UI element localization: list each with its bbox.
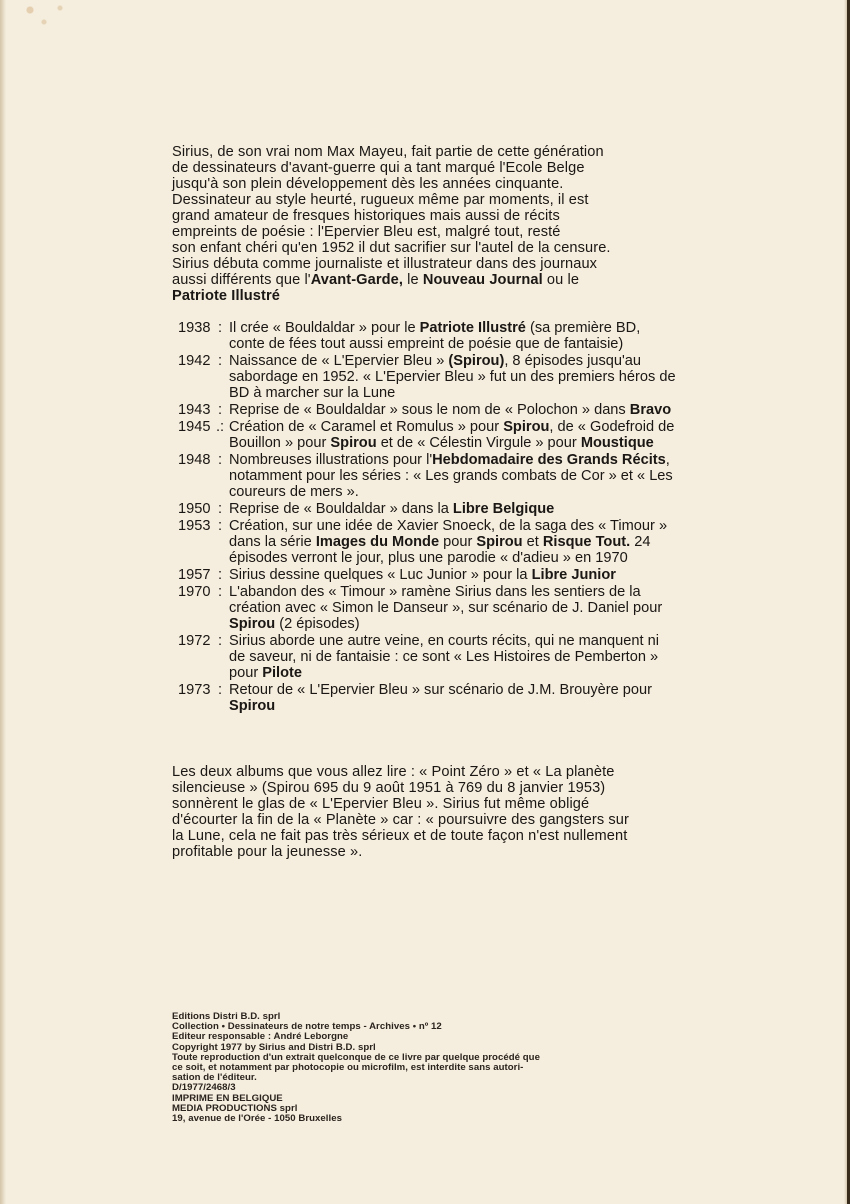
timeline-entry bbox=[178, 633, 678, 681]
colophon-line: MEDIA PRODUCTIONS sprl bbox=[172, 1102, 298, 1114]
timeline-description bbox=[226, 633, 678, 681]
publication-name: Libre Junior bbox=[531, 567, 616, 583]
timeline-list bbox=[178, 320, 678, 715]
text-run: Sirius dessine quelques « Luc Junior » pour la bbox=[229, 567, 532, 583]
text-line: de dessinateurs d'avant-guerre qui a tant marqué l'Ecole Belge bbox=[172, 160, 585, 176]
timeline-description bbox=[226, 567, 678, 583]
text-run: pour bbox=[439, 534, 477, 550]
text-run: Naissance de « L'Epervier Bleu » bbox=[229, 353, 449, 369]
timeline-description bbox=[226, 501, 678, 517]
text-run: Reprise de « Bouldaldar » sous le nom de « Polochon » dans bbox=[229, 402, 630, 418]
timeline-entry bbox=[178, 501, 678, 517]
timeline-year: 1942 bbox=[178, 353, 211, 369]
text-line: profitable pour la jeunesse ». bbox=[172, 844, 363, 860]
publication-name: Libre Belgique bbox=[452, 501, 555, 517]
publication-name: Images du Monde bbox=[315, 534, 440, 550]
publication-name: Risque Tout. bbox=[542, 534, 631, 550]
timeline-entry bbox=[178, 320, 678, 352]
colophon-line: Copyright 1977 by Sirius and Distri B.D. sprl bbox=[172, 1041, 376, 1053]
timeline-year: 1943 bbox=[178, 402, 211, 418]
colophon bbox=[172, 1012, 592, 1124]
timeline-year: 1972 bbox=[178, 633, 211, 649]
text-run: Création, sur une idée de Xavier Snoeck, de la saga des « Timour » dans la série bbox=[229, 518, 668, 550]
timeline-entry bbox=[178, 452, 678, 500]
colophon-line: 19, avenue de l'Orée - 1050 Bruxelles bbox=[172, 1113, 342, 1125]
colophon-line: ce soit, et notamment par photocopie ou microfilm, est interdite sans autori- bbox=[172, 1062, 524, 1074]
journal-name: Avant-Garde, bbox=[310, 272, 403, 288]
text-run: , notamment pour les séries : « Les grands combats de Cor » et « Les coureurs de mers ». bbox=[229, 452, 673, 500]
timeline-separator: : bbox=[217, 501, 223, 517]
text-run: 24 épisodes verront le jour, plus une parodie « d'adieu » en 1970 bbox=[229, 534, 651, 566]
timeline-separator: : bbox=[217, 353, 223, 369]
publication-name: (Spirou) bbox=[448, 353, 505, 369]
timeline-year: 1973 bbox=[178, 682, 211, 698]
text-line: Les deux albums que vous allez lire : « Point Zéro » et « La planète bbox=[172, 764, 615, 780]
text-line: grand amateur de fresques historiques mais aussi de récits bbox=[172, 208, 560, 224]
timeline-description bbox=[226, 452, 678, 500]
timeline-separator: : bbox=[217, 518, 223, 534]
text-run: Sirius aborde une autre veine, en courts récits, qui ne manquent ni de saveur, ni de fantaisie : ce sont « Les Histoires de Pemberton » pour bbox=[229, 633, 659, 681]
timeline-year: 1948 bbox=[178, 452, 211, 468]
publication-name: Spirou bbox=[330, 435, 377, 451]
closing-paragraph bbox=[172, 764, 672, 860]
text-run: Nombreuses illustrations pour l' bbox=[229, 452, 433, 468]
text-line: sonnèrent le glas de « L'Epervier Bleu ». Sirius fut même obligé bbox=[172, 796, 590, 812]
intro-paragraph-3 bbox=[172, 256, 672, 304]
colophon-line: IMPRIME EN BELGIQUE bbox=[172, 1092, 283, 1104]
timeline-description bbox=[226, 353, 678, 401]
text-line: Sirius débuta comme journaliste et illustrateur dans des journaux bbox=[172, 256, 598, 272]
timeline-description bbox=[226, 402, 678, 418]
timeline-entry bbox=[178, 567, 678, 583]
text-run: L'abandon des « Timour » ramène Sirius dans les sentiers de la création avec « Simon le Danseur », sur scénario de J. Daniel pour bbox=[229, 584, 663, 616]
text-run: , de « Godefroid de Bouillon » pour bbox=[229, 419, 675, 451]
colophon-line: D/1977/2468/3 bbox=[172, 1082, 236, 1094]
journal-name: Nouveau Journal bbox=[422, 272, 543, 288]
timeline-entry bbox=[178, 353, 678, 401]
timeline-year: 1953 bbox=[178, 518, 211, 534]
text-run: Retour de « L'Epervier Bleu » sur scénario de J.M. Brouyère pour bbox=[229, 682, 652, 698]
timeline-description bbox=[226, 419, 678, 451]
timeline-separator: : bbox=[217, 682, 223, 698]
text-run: (sa première BD, conte de fées tout aussi empreint de poésie que de fantaisie) bbox=[229, 320, 641, 352]
text-run: Il crée « Bouldaldar » pour le bbox=[229, 320, 420, 336]
text-run: Reprise de « Bouldaldar » dans la bbox=[229, 501, 453, 517]
text-run: le bbox=[402, 272, 423, 288]
text-line bbox=[172, 288, 672, 304]
intro-paragraph-2 bbox=[172, 192, 672, 256]
journal-name: Patriote Illustré bbox=[172, 288, 280, 304]
intro-paragraph-1 bbox=[172, 144, 672, 192]
text-run: , 8 épisodes jusqu'au sabordage en 1952. « L'Epervier Bleu » fut un des premiers héros de BD à marcher sur la Lune bbox=[229, 353, 676, 401]
timeline-year: 1950 bbox=[178, 501, 211, 517]
timeline-separator: : bbox=[217, 584, 223, 600]
timeline-separator: .: bbox=[215, 419, 225, 435]
timeline-entry bbox=[178, 419, 678, 451]
timeline-year: 1938 bbox=[178, 320, 211, 336]
publication-name: Patriote Illustré bbox=[419, 320, 526, 336]
timeline-separator: : bbox=[217, 633, 223, 649]
publication-name: Moustique bbox=[580, 435, 654, 451]
text-line: Sirius, de son vrai nom Max Mayeu, fait partie de cette génération bbox=[172, 144, 604, 160]
timeline-entry bbox=[178, 518, 678, 566]
colophon-line: Editions Distri B.D. sprl bbox=[172, 1011, 281, 1022]
colophon-line: Editeur responsable : André Leborgne bbox=[172, 1031, 349, 1043]
timeline-year: 1957 bbox=[178, 567, 211, 583]
text-line bbox=[172, 272, 672, 288]
text-line: jusqu'à son plein développement dès les années cinquante. bbox=[172, 176, 564, 192]
text-line: silencieuse » (Spirou 695 du 9 août 1951 à 769 du 8 janvier 1953) bbox=[172, 780, 606, 796]
timeline-description bbox=[226, 682, 678, 714]
text-line: son enfant chéri qu'en 1952 il dut sacrifier sur l'autel de la censure. bbox=[172, 240, 611, 256]
timeline-description bbox=[226, 584, 678, 632]
timeline-separator: : bbox=[217, 402, 223, 418]
publication-name: Hebdomadaire des Grands Récits bbox=[432, 452, 666, 468]
text-line: la Lune, cela ne fait pas très sérieux et de toute façon n'est nullement bbox=[172, 828, 628, 844]
text-run: aussi différents que l' bbox=[172, 272, 311, 288]
timeline-entry bbox=[178, 682, 678, 714]
publication-name: Spirou bbox=[229, 698, 276, 714]
text-run: (2 épisodes) bbox=[275, 616, 360, 632]
timeline-year: 1945 bbox=[178, 419, 211, 435]
colophon-line: Collection • Dessinateurs de notre temps - Archives • nº 12 bbox=[172, 1021, 442, 1033]
text-run: et de « Célestin Virgule » pour bbox=[376, 435, 581, 451]
timeline-entry bbox=[178, 584, 678, 632]
timeline-separator: : bbox=[217, 452, 223, 468]
timeline-description bbox=[226, 320, 678, 352]
timeline-year: 1970 bbox=[178, 584, 211, 600]
timeline-separator: : bbox=[217, 567, 223, 583]
colophon-line: Toute reproduction d'un extrait quelconque de ce livre par quelque procédé que bbox=[172, 1051, 540, 1063]
text-line: Dessinateur au style heurté, rugueux même par moments, il est bbox=[172, 192, 589, 208]
publication-name: Spirou bbox=[503, 419, 550, 435]
timeline-description bbox=[226, 518, 678, 566]
timeline-entry bbox=[178, 402, 678, 418]
text-line: d'écourter la fin de la « Planète » car : « poursuivre des gangsters sur bbox=[172, 812, 629, 828]
text-line: empreints de poésie : l'Epervier Bleu est, malgré tout, resté bbox=[172, 224, 561, 240]
timeline-separator: : bbox=[217, 320, 223, 336]
colophon-line: sation de l'éditeur. bbox=[172, 1072, 257, 1084]
text-run: et bbox=[522, 534, 543, 550]
publication-name: Pilote bbox=[262, 665, 302, 681]
publication-name: Spirou bbox=[229, 616, 276, 632]
publication-name: Spirou bbox=[476, 534, 523, 550]
publication-name: Bravo bbox=[629, 402, 672, 418]
text-run: Création de « Caramel et Romulus » pour bbox=[229, 419, 504, 435]
text-run: ou le bbox=[542, 272, 580, 288]
